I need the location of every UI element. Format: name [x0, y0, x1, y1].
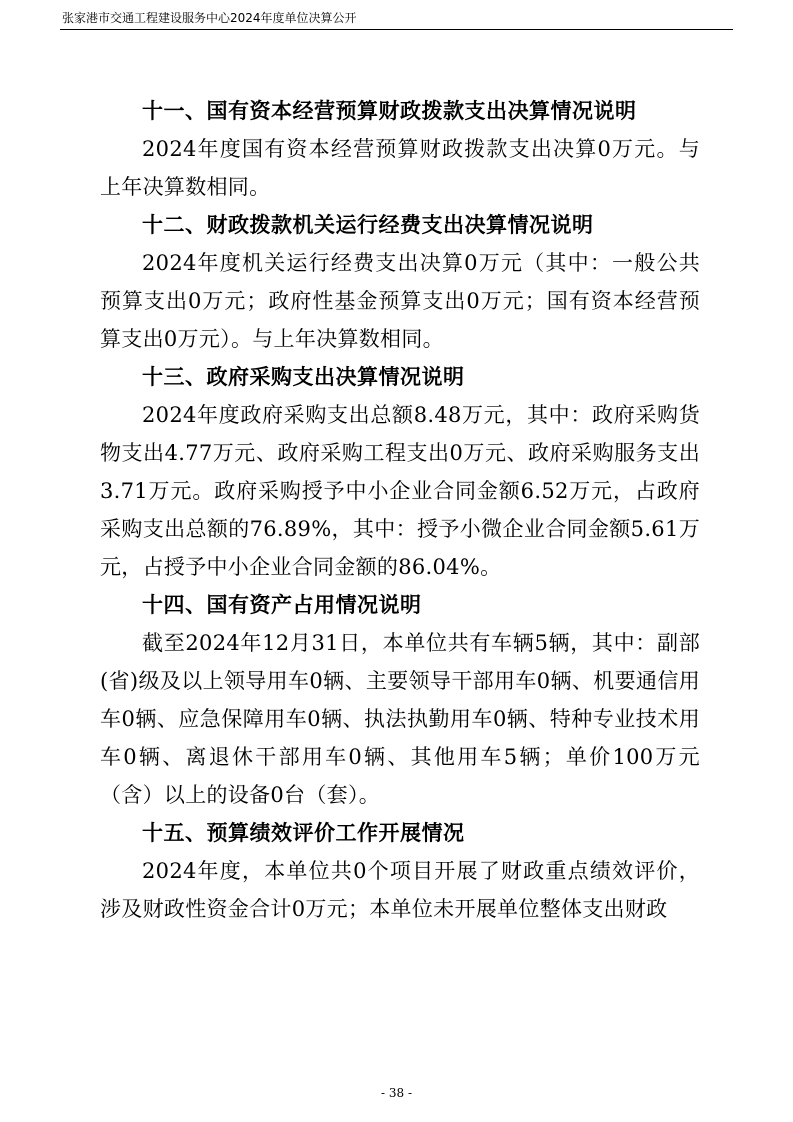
section-11 — [100, 92, 700, 206]
section-heading: 十一、国有资本经营预算财政拨款支出决算情况说明 — [142, 99, 637, 123]
section-paragraph: 2024年度国有资本经营预算财政拨款支出决算0万元。与上年决算数相同。 — [100, 137, 700, 199]
section-paragraph: 2024年度机关运行经费支出决算0万元（其中：一般公共预算支出0万元；政府性基金预算支出0万元；国有资本经营预算支出0万元）。与上年决算数相同。 — [100, 251, 700, 351]
document-body — [100, 92, 700, 928]
section-paragraph: 2024年度政府采购支出总额8.48万元，其中：政府采购货物支出4.77万元、政府采购工程支出0万元、政府采购服务支出3.71万元。政府采购授予中小企业合同金额6.52万元，占政府采购支出总额的76.89%，其中：授予小微企业合同金额5.61万元，占授予中小企业合同金额的86.04%。 — [100, 403, 700, 579]
section-12 — [100, 206, 700, 358]
section-paragraph: 截至2024年12月31日，本单位共有车辆5辆，其中：副部(省)级及以上领导用车0辆、主要领导干部用车0辆、机要通信用车0辆、应急保障用车0辆、执法执勤用车0辆、特种专业技术用车0辆、离退休干部用车0辆、其他用车5辆；单价100万元（含）以上的设备0台（套）。 — [100, 631, 700, 807]
section-heading: 十四、国有资产占用情况说明 — [142, 593, 422, 617]
section-heading: 十二、财政拨款机关运行经费支出决算情况说明 — [142, 213, 594, 237]
section-paragraph: 2024年度，本单位共0个项目开展了财政重点绩效评价，涉及财政性资金合计0万元；本单位未开展单位整体支出财政 — [100, 859, 700, 921]
section-15 — [100, 814, 700, 928]
section-14 — [100, 586, 700, 814]
header-title: 张家港市交通工程建设服务中心2024年度单位决算公开 — [62, 11, 357, 25]
section-13 — [100, 358, 700, 586]
section-heading: 十五、预算绩效评价工作开展情况 — [142, 821, 465, 845]
header-divider — [60, 29, 733, 30]
section-heading: 十三、政府采购支出决算情况说明 — [142, 365, 465, 389]
page-number: - 38 - — [380, 1086, 412, 1100]
